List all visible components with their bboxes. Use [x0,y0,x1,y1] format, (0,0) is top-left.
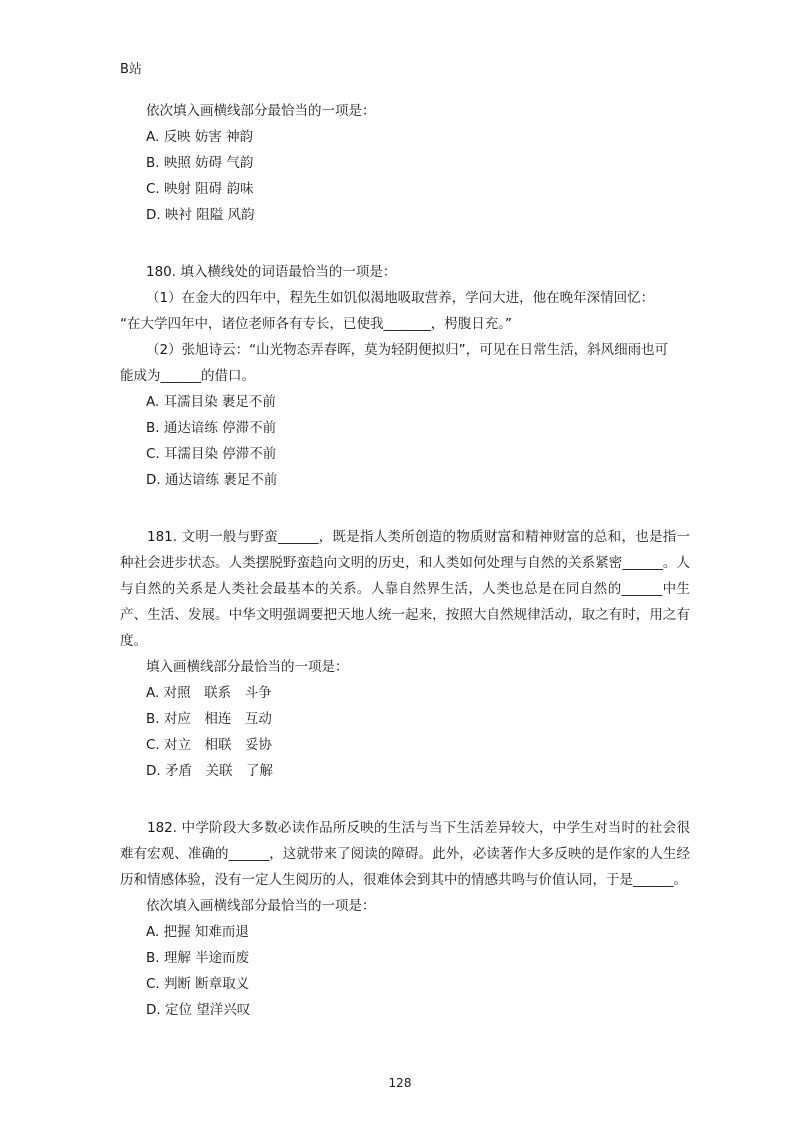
question-prompt: 依次填入画横线部分最恰当的一项是： [146,103,376,119]
page-header: B站 [120,62,142,77]
option-b: B. 理解 半途而废 [146,950,250,966]
page-number: 128 [388,1076,412,1090]
question-179 [120,98,690,228]
question-prompt: 填入画横线部分最恰当的一项是： [146,659,349,675]
option-a: A. 把握 知难而退 [146,924,249,940]
question-180 [120,259,690,493]
question-title: 180. 填入横线处的词语最恰当的一项是： [146,264,397,280]
question-prompt: 依次填入画横线部分最恰当的一项是： [146,898,376,914]
option-b: B. 通达谙练 停滞不前 [146,420,277,436]
page-content [120,98,690,1054]
question-text: 182. 中学阶段大多数必读作品所反映的生活与当下生活差异较大，中学生对当时的社会很难有宏观、准确的______，这就带来了阅读的障碍。此外，必读著作大多反映的是作家的人生经历和情感体验，没有一定人生阅历的人，很难体会到其中的情感共鸣与价值认同，于是______。 [120,820,690,888]
question-paragraph-1-cont: “在大学四年中，诸位老师各有专长，已使我_______，枵腹日充。” [120,316,512,332]
option-a: A. 对照 联系 斗争 [146,685,272,701]
question-182 [120,815,690,1023]
option-b: B. 映照 妨碍 气韵 [146,155,254,171]
option-c: C. 映射 阻碍 韵味 [146,181,254,197]
option-d: D. 映衬 阻隘 风韵 [146,207,255,223]
question-paragraph-2: （2）张旭诗云：“山光物态弄春晖，莫为轻阴便拟归”，可见在日常生活，斜风细雨也可 [146,342,669,358]
option-b: B. 对应 相连 互动 [146,711,272,727]
question-paragraph-2-cont: 能成为______的借口。 [120,368,255,384]
question-text: 181. 文明一般与野蛮______，既是指人类所创造的物质财富和精神财富的总和，也是指一种社会进步状态。人类摆脱野蛮趋向文明的历史，和人类如何处理与自然的关系紧密______。人与自然的关系是人类社会最基本的关系。人靠自然界生活，人类也总是在同自然的______中生产、生活、发展。中华文明强调要把天地人统一起来，按照大自然规律活动，取之有时，用之有度。 [120,529,690,649]
option-a: A. 耳濡目染 裹足不前 [146,394,276,410]
option-c: C. 判断 断章取义 [146,976,250,992]
option-d: D. 通达谙练 裹足不前 [146,472,278,488]
option-c: C. 耳濡目染 停滞不前 [146,446,277,462]
question-paragraph-1: （1）在金大的四年中，程先生如饥似渴地吸取营养，学问大进，他在晚年深情回忆： [146,290,655,306]
option-d: D. 矛盾 关联 了解 [146,763,273,779]
option-d: D. 定位 望洋兴叹 [146,1002,251,1018]
question-181 [120,524,690,784]
option-a: A. 反映 妨害 神韵 [146,129,254,145]
option-c: C. 对立 相联 妥协 [146,737,273,753]
